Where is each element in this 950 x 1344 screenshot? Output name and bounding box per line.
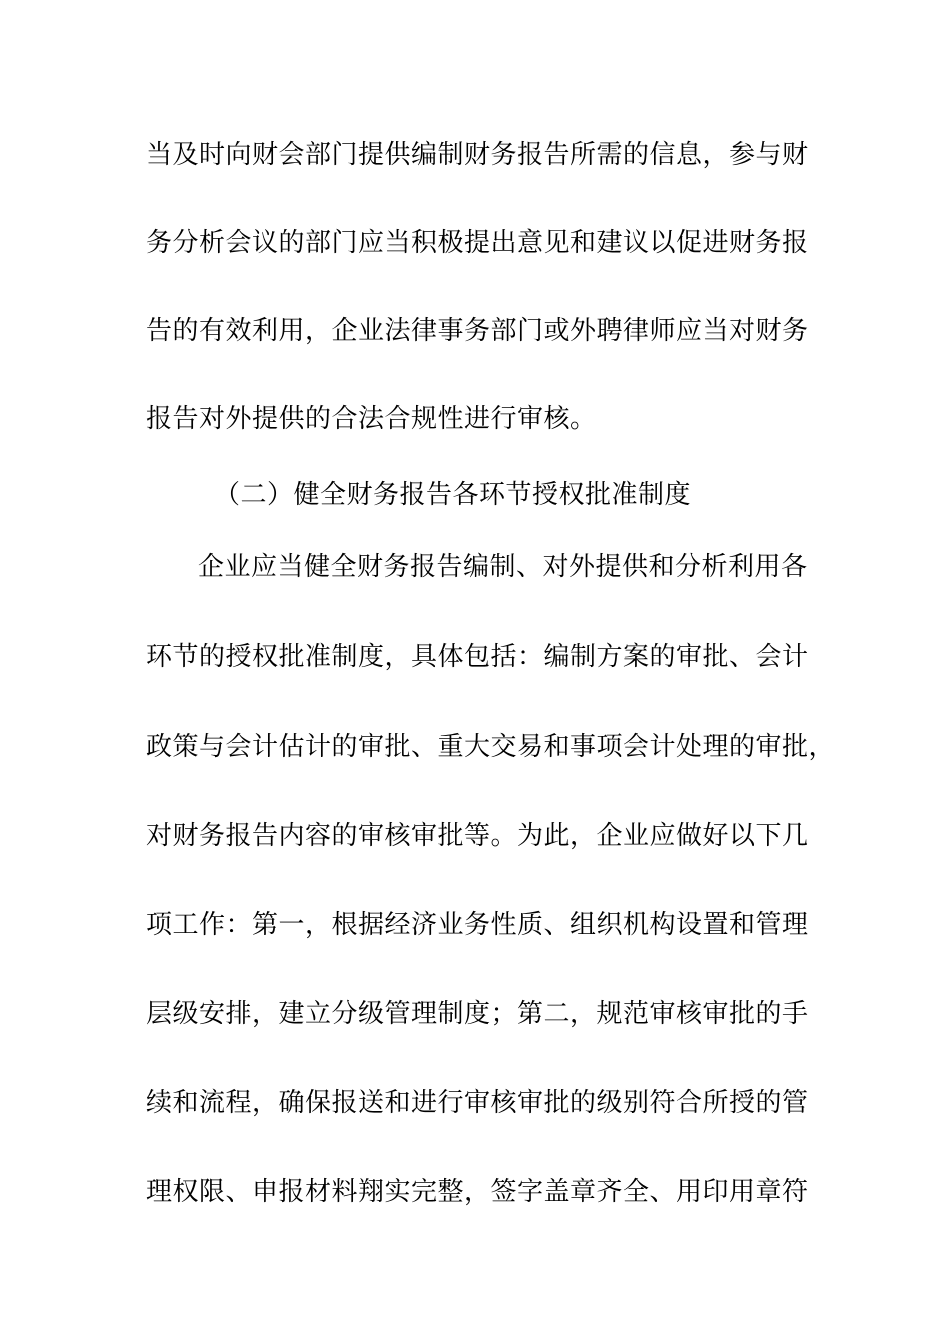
paragraph-line: 项工作：第一，根据经济业务性质、组织机构设置和管理 [146, 910, 809, 940]
paragraph-line: 报告对外提供的合法合规性进行审核。 [146, 404, 597, 434]
paragraph-line: 对财务报告内容的审核审批等。为此，企业应做好以下几 [146, 821, 809, 851]
paragraph-line: 务分析会议的部门应当积极提出意见和建议以促进财务报 [146, 228, 809, 258]
paragraph-line: 层级安排，建立分级管理制度；第二，规范审核审批的手 [146, 999, 809, 1029]
paragraph-line: 政策与会计估计的审批、重大交易和事项会计处理的审批， [146, 732, 836, 762]
paragraph-line: 当及时向财会部门提供编制财务报告所需的信息，参与财 [146, 140, 809, 170]
paragraph-line: 企业应当健全财务报告编制、对外提供和分析利用各 [198, 552, 808, 582]
paragraph-line: 续和流程，确保报送和进行审核审批的级别符合所授的管 [146, 1088, 809, 1118]
paragraph-line: 告的有效利用，企业法律事务部门或外聘律师应当对财务 [146, 316, 809, 346]
section-heading: （二）健全财务报告各环节授权批准制度 [214, 480, 692, 510]
paragraph-line: 理权限、申报材料翔实完整，签字盖章齐全、用印用章符 [146, 1177, 809, 1207]
paragraph-line: 环节的授权批准制度，具体包括：编制方案的审批、会计 [146, 642, 809, 672]
